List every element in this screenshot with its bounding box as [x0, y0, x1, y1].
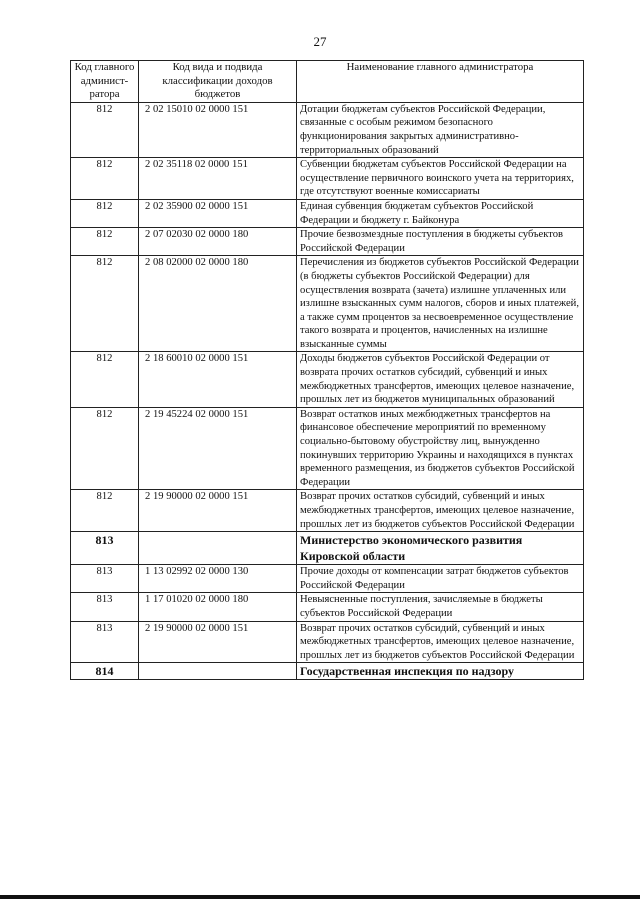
- admin-code-cell: 812: [71, 228, 139, 256]
- admin-code-cell: 813: [71, 532, 139, 565]
- income-code-cell: 1 13 02992 02 0000 130: [139, 565, 297, 593]
- table-row: [71, 593, 584, 621]
- income-code-cell: 2 02 35900 02 0000 151: [139, 199, 297, 227]
- admin-name-cell: Министерство экономического развития Кировской области: [297, 532, 584, 565]
- admin-code-cell: 812: [71, 256, 139, 352]
- admin-name-cell: Субвенции бюджетам субъектов Российской Федерации на осуществление первичного воинского учета на территориях, где отсутствуют военные комиссариаты: [297, 158, 584, 200]
- admin-name-cell: Прочие доходы от компенсации затрат бюджетов субъектов Российской Федерации: [297, 565, 584, 593]
- admin-name-cell: Доходы бюджетов субъектов Российской Федерации от возврата прочих остатков субсидий, субвенций и иных межбюджетных трансфертов, имеющих целевое назначение, прошлых лет из бюджетов муниципальных образований: [297, 352, 584, 407]
- income-code-cell: 2 02 15010 02 0000 151: [139, 102, 297, 157]
- admin-name-cell: Государственная инспекция по надзору: [297, 663, 584, 680]
- table-row: [71, 621, 584, 663]
- admin-name-cell: Возврат прочих остатков субсидий, субвенций и иных межбюджетных трансфертов, имеющих целевое назначение, прошлых лет из бюджетов субъектов Российской Федерации: [297, 490, 584, 532]
- admin-code-cell: 812: [71, 158, 139, 200]
- admin-code-cell: 812: [71, 407, 139, 490]
- admin-name-cell: Перечисления из бюджетов субъектов Российской Федерации (в бюджеты субъектов Российской Федерации) для осуществления возврата (зачета) излишне уплаченных или излишне взысканных сумм налогов, сборов и иных платежей, а также сумм процентов за несвоевременное осуществление такого возврата и процентов, начисленных на излишне взысканные суммы: [297, 256, 584, 352]
- admin-code-cell: 813: [71, 621, 139, 663]
- income-code-cell: 2 19 45224 02 0000 151: [139, 407, 297, 490]
- income-code-cell: [139, 663, 297, 680]
- header-income-code: Код вида и подвида классификации доходов бюджетов: [139, 61, 297, 103]
- table-row: [71, 407, 584, 490]
- admin-name-cell: Возврат остатков иных межбюджетных трансфертов на финансовое обеспечение мероприятий по временному социально-бытовому обустройству лиц, вынужденно покинувших территорию Украины и находящихся в пунктах временного размещения, из бюджетов субъектов Российской Федерации: [297, 407, 584, 490]
- page-number: 27: [313, 34, 327, 49]
- admin-code-cell: 813: [71, 593, 139, 621]
- table-row: [71, 228, 584, 256]
- table-row: [71, 158, 584, 200]
- income-code-cell: 2 19 90000 02 0000 151: [139, 490, 297, 532]
- header-admin-code: Код главного админист-ратора: [71, 61, 139, 103]
- admin-code-cell: 812: [71, 490, 139, 532]
- admin-code-cell: 812: [71, 352, 139, 407]
- bottom-rule: [0, 895, 640, 899]
- table-header-row: [71, 61, 584, 103]
- admin-name-cell: Возврат прочих остатков субсидий, субвенций и иных межбюджетных трансфертов, имеющих целевое назначение, прошлых лет из бюджетов субъектов Российской Федерации: [297, 621, 584, 663]
- table-row: [71, 256, 584, 352]
- income-code-cell: 1 17 01020 02 0000 180: [139, 593, 297, 621]
- header-admin-name: Наименование главного администратора: [297, 61, 584, 103]
- income-code-cell: 2 02 35118 02 0000 151: [139, 158, 297, 200]
- income-administrators-table: [70, 60, 584, 680]
- table-row: [71, 102, 584, 157]
- table-row: [71, 199, 584, 227]
- income-code-cell: [139, 532, 297, 565]
- table-row: [71, 663, 584, 680]
- table-row: [71, 565, 584, 593]
- admin-code-cell: 812: [71, 199, 139, 227]
- admin-code-cell: 813: [71, 565, 139, 593]
- income-code-cell: 2 18 60010 02 0000 151: [139, 352, 297, 407]
- table-row: [71, 532, 584, 565]
- income-code-cell: 2 19 90000 02 0000 151: [139, 621, 297, 663]
- admin-name-cell: Дотации бюджетам субъектов Российской Федерации, связанные с особым режимом безопасного функционирования закрытых административно-территориальных образований: [297, 102, 584, 157]
- admin-name-cell: Невыясненные поступления, зачисляемые в бюджеты субъектов Российской Федерации: [297, 593, 584, 621]
- admin-code-cell: 814: [71, 663, 139, 680]
- income-code-cell: 2 07 02030 02 0000 180: [139, 228, 297, 256]
- income-code-cell: 2 08 02000 02 0000 180: [139, 256, 297, 352]
- table-row: [71, 490, 584, 532]
- admin-code-cell: 812: [71, 102, 139, 157]
- admin-name-cell: Единая субвенция бюджетам субъектов Российской Федерации и бюджету г. Байконура: [297, 199, 584, 227]
- admin-name-cell: Прочие безвозмездные поступления в бюджеты субъектов Российской Федерации: [297, 228, 584, 256]
- table-row: [71, 352, 584, 407]
